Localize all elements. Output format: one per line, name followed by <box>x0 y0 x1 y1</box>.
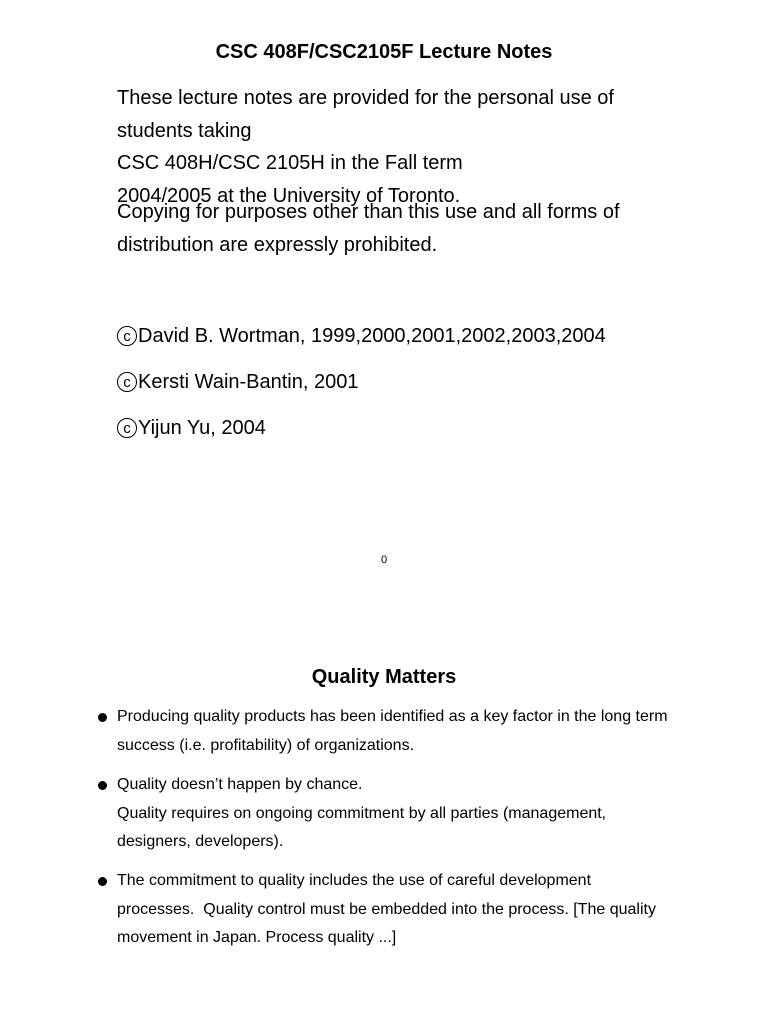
copyright-holder: Yijun Yu, 2004 <box>138 417 266 439</box>
usage-notice-line: 2004/2005 at the University of Toronto. <box>117 184 461 207</box>
bullet-text-line: Quality doesn’t happen by chance. <box>117 776 363 793</box>
restriction-line: distribution are expressly prohibited. <box>117 233 438 256</box>
copyright-holder: David B. Wortman, 1999,2000,2001,2002,2003,2004 <box>138 325 606 347</box>
bullet-text-line: designers, developers). <box>117 833 284 850</box>
copyright-notice-wain-bantin <box>117 370 358 394</box>
page-title: CSC 408F/CSC2105F Lecture Notes <box>215 41 553 63</box>
bullet-text-line: Quality requires on ongoing commitment by all parties (management, <box>117 804 607 822</box>
restriction-line: Copying for purposes other than this use and all forms of <box>117 201 620 223</box>
bullet-text-line: processes. Quality control must be embedded into the process. [The quality <box>117 900 656 918</box>
bullet-dot-icon <box>98 713 107 722</box>
bullet-text-line: Producing quality products has been identified as a key factor in the long term <box>117 708 668 725</box>
bullet-text-line: The commitment to quality includes the use of careful development <box>117 872 592 889</box>
copying-restriction <box>117 196 697 261</box>
bullet-dot-icon <box>98 877 107 886</box>
copyright-symbol-icon: c <box>117 418 137 438</box>
usage-notice <box>117 82 697 212</box>
copyright-holder: Kersti Wain-Bantin, 2001 <box>138 371 359 393</box>
bullet-item <box>117 703 717 760</box>
bullet-dot-icon <box>98 781 107 790</box>
bullet-item <box>117 771 717 857</box>
copyright-notice-wortman <box>117 324 606 348</box>
copyright-symbol-icon: c <box>117 372 137 392</box>
usage-notice-line: students taking CSC 408H/CSC 2105H in the Fall term <box>117 119 463 174</box>
usage-notice-line: These lecture notes are provided for the personal use of <box>117 87 614 109</box>
section-title: Quality Matters <box>311 666 457 688</box>
page-number: 0 <box>380 554 388 566</box>
bullet-item <box>117 867 717 953</box>
bullet-text-line: success (i.e. profitability) of organizations. <box>117 736 415 754</box>
bullet-text-line: movement in Japan. Process quality ...] <box>117 929 397 946</box>
copyright-symbol-icon: c <box>117 326 137 346</box>
copyright-notice-yu <box>117 416 266 440</box>
